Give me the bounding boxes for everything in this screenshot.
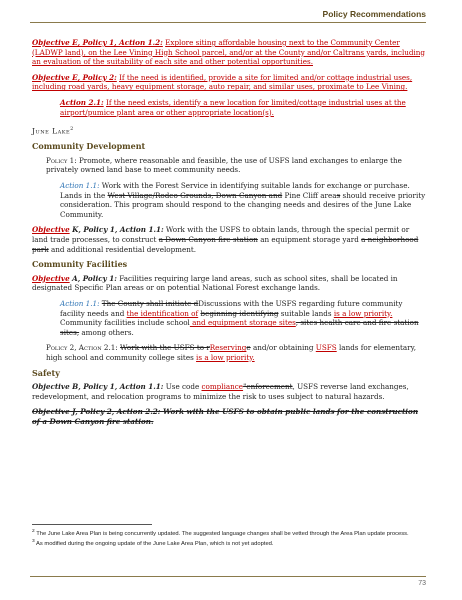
footnote-ref: 2 [70, 126, 74, 133]
text: Use code [163, 382, 202, 392]
para-text: If the need exists, identify a new location for limited/cottage industrial uses at the airport/pumice plant area or other appropriate location(s). [60, 97, 406, 117]
header-title: Policy Recommendations [322, 9, 426, 19]
strike-text: West Village/Rodeo Grounds, Down Canyon and [107, 190, 283, 200]
footnote-2 [32, 528, 426, 538]
inserted-text: Reserving [209, 343, 247, 353]
ref-label: K, Policy 1, Action 1.1: [69, 225, 164, 235]
header-rule [30, 22, 426, 23]
strike-text: s [336, 190, 341, 200]
footnote-marker: 2 [32, 529, 35, 534]
ref-label: Objective [32, 273, 70, 283]
text: , USFS reverse land exchanges, redevelopment, and relocation programs to minimize the risk to uses subject to natural hazards. [32, 382, 409, 401]
ref-label: Objective E, Policy 1, Action 1.2: [32, 38, 163, 47]
policy-label: Policy 2, Action 2.1: [46, 343, 118, 353]
inserted-text: is a low priority. [196, 352, 255, 362]
ref-label: Objective B, Policy 1, Action 1.1: [32, 382, 164, 392]
page-content [32, 38, 426, 433]
page-number: 73 [418, 580, 426, 587]
footer-rule [30, 576, 426, 577]
action-label: Action 1.1: [60, 298, 100, 308]
safety-heading: Safety [32, 367, 60, 378]
objective-e-policy-2 [32, 73, 426, 92]
text: and additional residential development. [48, 244, 197, 254]
ref-label: A, Policy 1: [69, 273, 117, 283]
strike-text: e [246, 343, 251, 353]
cd-policy-1 [46, 156, 426, 175]
cf-action-1-1 [60, 299, 426, 337]
footnotes [32, 528, 426, 549]
text: Pine Cliff area [282, 190, 337, 200]
cf-objective-a [32, 274, 426, 293]
page-header [0, 0, 462, 26]
ref-label: Action 2.1: [60, 97, 104, 107]
policy-label: Policy 1: [46, 155, 77, 165]
footnote-rule [32, 524, 152, 525]
cd-objective-k [32, 225, 426, 254]
text: lands for elementary, high school and community college sites [46, 343, 416, 362]
action-label: Action 1.1: [60, 181, 100, 191]
text: Facilities requiring large land areas, such as school sites, shall be located in designated Specific Plan areas or on potential National Forest exchange lands. [32, 273, 398, 293]
text: Community facilities include school [60, 318, 190, 328]
footnote-3 [32, 538, 426, 548]
text: Discussions with the USFS regarding future community facility needs and [60, 298, 403, 318]
strike-text: "enforcement [243, 382, 293, 392]
strike-text: Objective J, Policy 2, Action 2.2: Work with the USFS to obtain public lands for the construction of a Down Canyon fire station. [32, 407, 419, 426]
strike-text: beginning identifying [200, 308, 279, 318]
inserted-text: and equipment storage sites [189, 318, 296, 328]
para-text: If the need is identified, provide a site for limited and/or cottage industrial uses, including road yards, heavy equipment storage, auto repair, and similar uses, proximate to Lee Vining. [32, 72, 413, 92]
action-2-1 [60, 98, 426, 117]
text: should receive priority consideration. This program should respond to the changing needs and desires of the June Lake Community. [60, 190, 426, 219]
june-lake-label [32, 125, 426, 136]
footnote-marker: 3 [32, 539, 35, 545]
strike-text: a neighborhood park [32, 235, 419, 254]
strike-text: The County shall initiate d [101, 298, 199, 308]
inserted-text: USFS [315, 343, 337, 353]
text: Work with the USFS to obtain lands, through the special permit or land trade processes, to construct [32, 225, 410, 244]
cd-action-1-1 [60, 181, 426, 219]
community-facilities-heading: Community Facilities [32, 259, 128, 270]
ref-label: Objective [32, 225, 70, 235]
objective-e-action-1-2 [32, 38, 426, 67]
inserted-text: the identification of [126, 308, 199, 318]
text: and/or obtaining [250, 343, 316, 353]
para-text: Promote, where reasonable and feasible, the use of USFS land exchanges to enlarge the privately owned land base to meet community needs. [46, 155, 402, 175]
footnote-text: As modified during the ongoing update of the June Lake Area Plan, which is not yet adopted. [35, 541, 274, 548]
strike-text: , sites health care and fire station sites, [60, 318, 419, 337]
section-label: June Lake [32, 126, 71, 136]
inserted-text: compliance [201, 382, 244, 392]
text: an equipment storage yard [257, 235, 362, 244]
inserted-text: is a low priority. [333, 308, 393, 318]
para-text: Explore siting affordable housing next to the Community Center (LADWP land), on the Lee Vining High School parcel, and/or at the County and/or Caltrans yards, including an evaluation of the suitability of each site and other potential opportunities. [32, 38, 426, 67]
strike-text: a Down Canyon fire station [158, 235, 258, 244]
strike-text: Work with the USFS to r [120, 343, 210, 353]
text: among others. [79, 327, 134, 337]
community-development-heading: Community Development [32, 141, 146, 152]
ref-label: Objective E, Policy 2: [32, 72, 117, 82]
safety-objective-j [32, 407, 426, 426]
safety-objective-b [32, 382, 426, 401]
cf-policy-2 [46, 343, 426, 362]
text: Work with the Forest Service in identifying suitable lands for exchange or purchase. Lands in the [60, 181, 410, 200]
footnote-text: The June Lake Area Plan is being concurrently updated. The suggested language changes shall be vetted through the Area Plan update process. [36, 530, 409, 537]
text: suitable lands [278, 308, 334, 318]
